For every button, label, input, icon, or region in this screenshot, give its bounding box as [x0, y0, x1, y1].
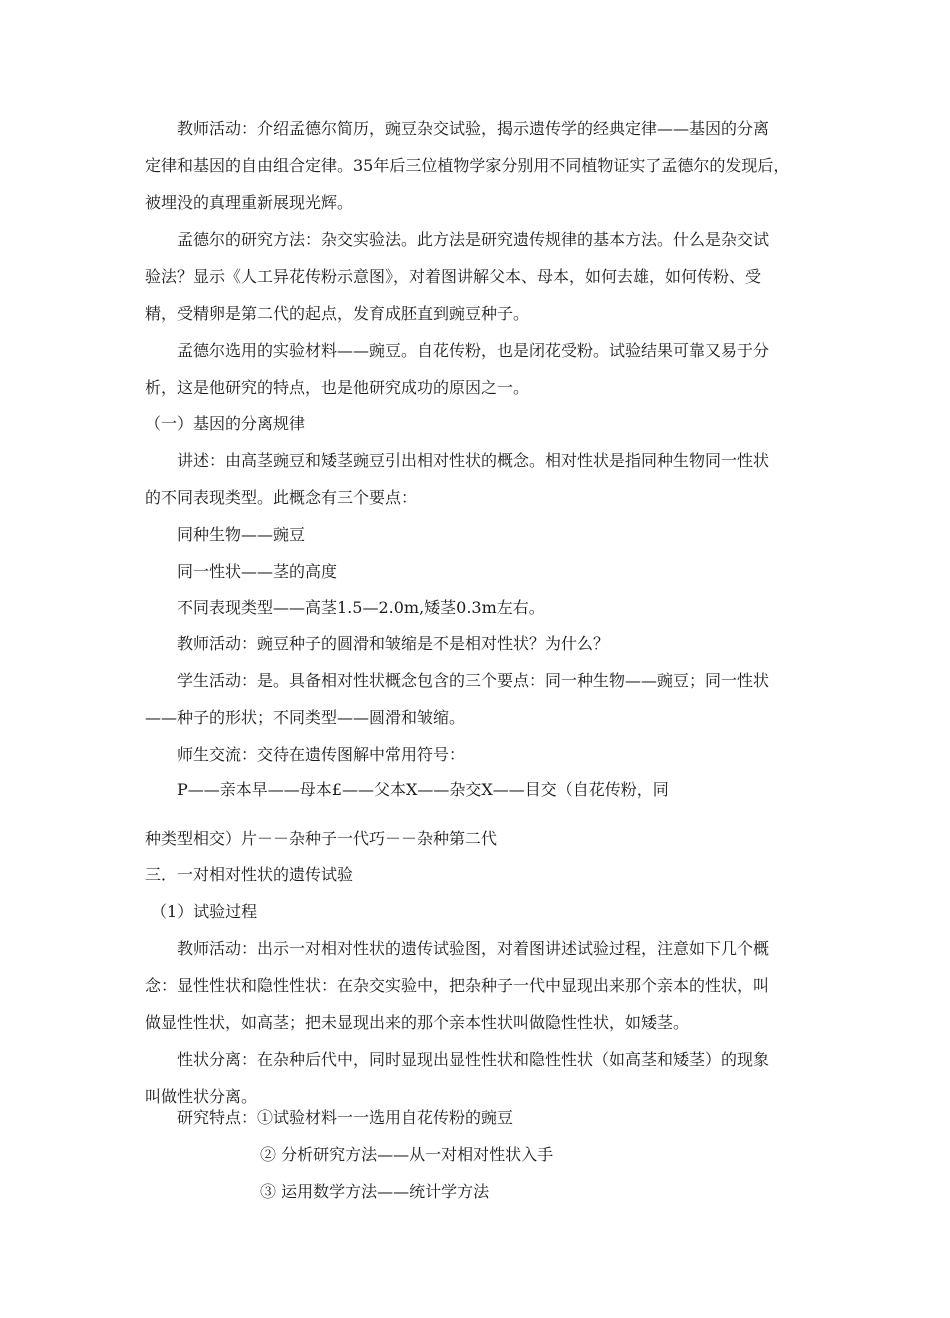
list-item: 研究特点：①试验材料一一选用自花传粉的豌豆 [177, 1108, 514, 1127]
subsection-heading: （1）试验过程 [151, 902, 258, 921]
list-item: 不同表现类型——高茎1.5—2.0m,矮茎0.3m左右。 [177, 598, 545, 617]
section-heading: （一）基因的分离规律 [145, 414, 306, 433]
section-heading: 三．一对相对性状的遗传试验 [145, 865, 354, 884]
paragraph-line: P——亲本早——母本£——父本X——杂交X——目交（自花传粉，同 [177, 780, 669, 799]
list-item: 同一性状——茎的高度 [177, 562, 338, 581]
list-item: ② 分析研究方法——从一对相对性状入手 [260, 1145, 554, 1164]
paragraph-line: 学生活动：是。具备相对性状概念包含的三个要点：同一种生物——豌豆；同一性状 [177, 671, 770, 690]
list-item: ③ 运用数学方法——统计学方法 [260, 1182, 490, 1201]
paragraph-line: 性状分离：在杂种后代中，同时显现出显性性状和隐性性状（如高茎和矮茎）的现象 [177, 1050, 770, 1069]
paragraph-line: ——种子的形状；不同类型——圆滑和皱缩。 [145, 708, 466, 727]
paragraph-line: 精，受精卵是第二代的起点，发育成胚直到豌豆种子。 [145, 304, 530, 323]
paragraph-line: 教师活动：介绍孟德尔简历，豌豆杂交试验，揭示遗传学的经典定律——基因的分离 [177, 119, 770, 138]
paragraph-line: 讲述：由高茎豌豆和矮茎豌豆引出相对性状的概念。相对性状是指同种生物同一性状 [177, 451, 770, 470]
paragraph-line: 师生交流：交待在遗传图解中常用符号： [177, 745, 466, 764]
paragraph-line: 被埋没的真理重新展现光辉。 [145, 193, 354, 212]
paragraph-line: 验法？显示《人工异花传粉示意图》，对着图讲解父本、母本，如何去雄，如何传粉、受 [145, 267, 762, 286]
paragraph-line: 种类型相交）片－－杂种子一代巧－－杂种第二代 [145, 829, 498, 848]
paragraph-line: 析，这是他研究的特点，也是他研究成功的原因之一。 [145, 378, 530, 397]
paragraph-line: 孟德尔的研究方法：杂交实验法。此方法是研究遗传规律的基本方法。什么是杂交试 [177, 230, 770, 249]
paragraph-line: 定律和基因的自由组合定律。35年后三位植物学家分别用不同植物证实了孟德尔的发现后， [145, 156, 790, 175]
paragraph-line: 做显性性状，如高茎；把未显现出来的那个亲本性状叫做隐性性状，如矮茎。 [145, 1013, 690, 1032]
paragraph-line: 教师活动：出示一对相对性状的遗传试验图，对着图讲述试验过程，注意如下几个概 [177, 939, 770, 958]
list-item: 同种生物——豌豆 [177, 525, 306, 544]
paragraph-line: 叫做性状分离。 [145, 1087, 258, 1106]
paragraph-line: 教师活动：豌豆种子的圆滑和皱缩是不是相对性状？为什么？ [177, 634, 610, 653]
paragraph-line: 的不同表现类型。此概念有三个要点： [145, 488, 418, 507]
paragraph-line: 念：显性性状和隐性性状：在杂交实验中，把杂种子一代中显现出来那个亲本的性状，叫 [145, 976, 770, 995]
paragraph-line: 孟德尔选用的实验材料——豌豆。自花传粉，也是闭花受粉。试验结果可靠又易于分 [177, 341, 770, 360]
